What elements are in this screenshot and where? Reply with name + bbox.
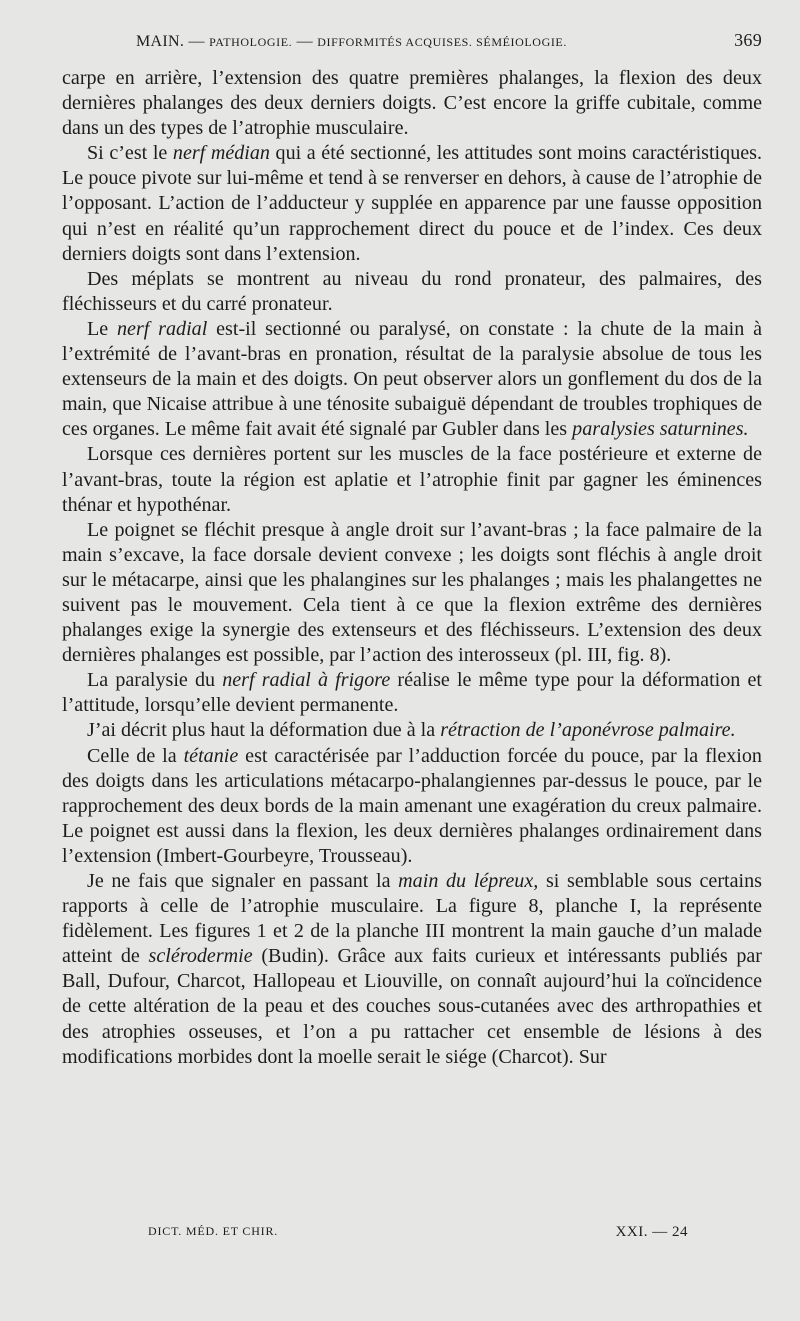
text-run: si semblable sous certains rapports à celle de l’atrophie musculaire. La figure 8, planche I, la représente fidèlement. Les figures 1 et 2 de la planche III montrent la main gauche d’un malade atteint de [62,870,762,968]
head-dash-1: — [188,33,205,50]
text-run: (Budin). Grâce aux faits curieux et intéressants publiés par Ball, Dufour, Charcot, Hallopeau et Liouville, on connaît aujourd’hui la coïncidence de cette altération de la peau et des couches sous-cutanées avec des arthropathies et des atrophies osseuses, et l’on a pu rattacher cet ensemble de lésions à des modifications morbides dont la moelle serait le siége (Charcot). Sur [62,945,762,1068]
text-run: Le [87,317,117,340]
text-run: qui a été sectionné, les attitudes sont moins caractéristiques. Le pouce pivote sur lui-même et tend à se renverser en dehors, à cause de l’atrophie de l’opposant. L’action de l’adducteur y supplée en apparence par une fausse opposition qui n’est en réalité qu’un rapprochement direct du pouce et de l’index. Ces deux derniers doigts sont dans l’extension. [62,142,762,265]
paragraph [62,668,762,718]
paragraph [62,141,762,266]
text-run: Lorsque ces dernières portent sur les muscles de la face postérieure et externe de l’avant-bras, toute la région est aplatie et l’atrophie finit par gagner les éminences thénar et hypothénar. [62,443,762,516]
italic-term: tétanie [183,744,239,767]
running-head-title [136,33,567,51]
page-number: 369 [734,30,762,50]
text-run: J’ai décrit plus haut la déformation due à la [87,719,441,742]
paragraph [62,518,762,669]
head-part-1: PATHOLOGIE. [209,35,293,49]
paragraph [62,267,762,317]
text-run: réalise le même type pour la déformation et l’attitude, lorsqu’elle devient permanente. [62,669,762,717]
head-section: MAIN. [136,33,185,50]
text-run: Des méplats se montrent au niveau du rond pronateur, des palmaires, des fléchisseurs et du carré pronateur. [62,267,762,315]
paragraph [62,317,762,442]
body-text [62,66,762,1070]
text-run: Si c’est le [87,142,173,165]
italic-term: main du lépreux, [398,870,539,892]
text-run: La paralysie du [87,669,223,692]
paragraph [62,718,762,743]
paragraph [62,744,762,869]
footer-title: DICT. MÉD. ET CHIR. [148,1224,279,1238]
italic-term: sclérodermie [148,945,253,968]
head-dash-2: — [296,33,313,50]
head-part-2: DIFFORMITÉS ACQUISES. SÉMÉIOLOGIE. [317,35,567,49]
italic-term: paralysies saturnines. [572,418,749,441]
paragraph [62,442,762,517]
italic-term: rétraction de l’aponévrose palmaire. [440,719,736,742]
text-run: Je ne fais que signaler en passant la [87,870,399,892]
paragraph [62,869,762,1070]
italic-term: nerf médian [172,142,270,165]
page-footer [148,1224,688,1241]
text-run: est caractérisée par l’adduction forcée du pouce, par la flexion des doigts dans les articulations métacarpo-phalangiennes par-dessus le pouce, par le rapprochement des deux bords de la main amenant une exagération du creux palmaire. Le poignet est aussi dans la flexion, les deux dernières phalanges ordinairement dans l’extension (Imbert-Gourbeyre, Trousseau). [62,744,762,867]
signature-mark: XXI. — 24 [615,1224,688,1240]
paragraph [62,66,762,141]
text-run: carpe en arrière, l’extension des quatre premières phalanges, la flexion des deux dernières phalanges des deux derniers doigts. C’est encore la griffe cubitale, comme dans un des types de l’atrophie musculaire. [62,67,762,140]
text-run: Le poignet se fléchit presque à angle droit sur l’avant-bras ; la face palmaire de la main s’excave, la face dorsale devient convexe ; les doigts sont fléchis à angle droit sur le métacarpe, ainsi que les phalangines sur les phalanges ; mais les phalangettes ne suivent pas le mouvement. Cela tient à ce que la flexion extrême des dernières phalanges exige la synergie des extenseurs et des fléchisseurs. L’extension des deux dernières phalanges est possible, par l’action des interosseux (pl. III, fig. 8). [62,518,762,667]
italic-term: nerf radial [117,317,208,340]
text-run: est-il sectionné ou paralysé, on constate : la chute de la main à l’extrémité de l’avant-bras en pronation, résultat de la paralysie absolue de tous les extenseurs de la main et des doigts. On peut observer alors un gonflement du dos de la main, que Nicaise attribue à une ténosite subaiguë dépendant de troubles trophiques de ces organes. Le même fait avait été signalé par Gubler dans les [62,317,762,441]
text-run: Celle de la [87,744,184,767]
italic-term: nerf radial à frigore [222,669,391,692]
running-head [62,30,762,60]
